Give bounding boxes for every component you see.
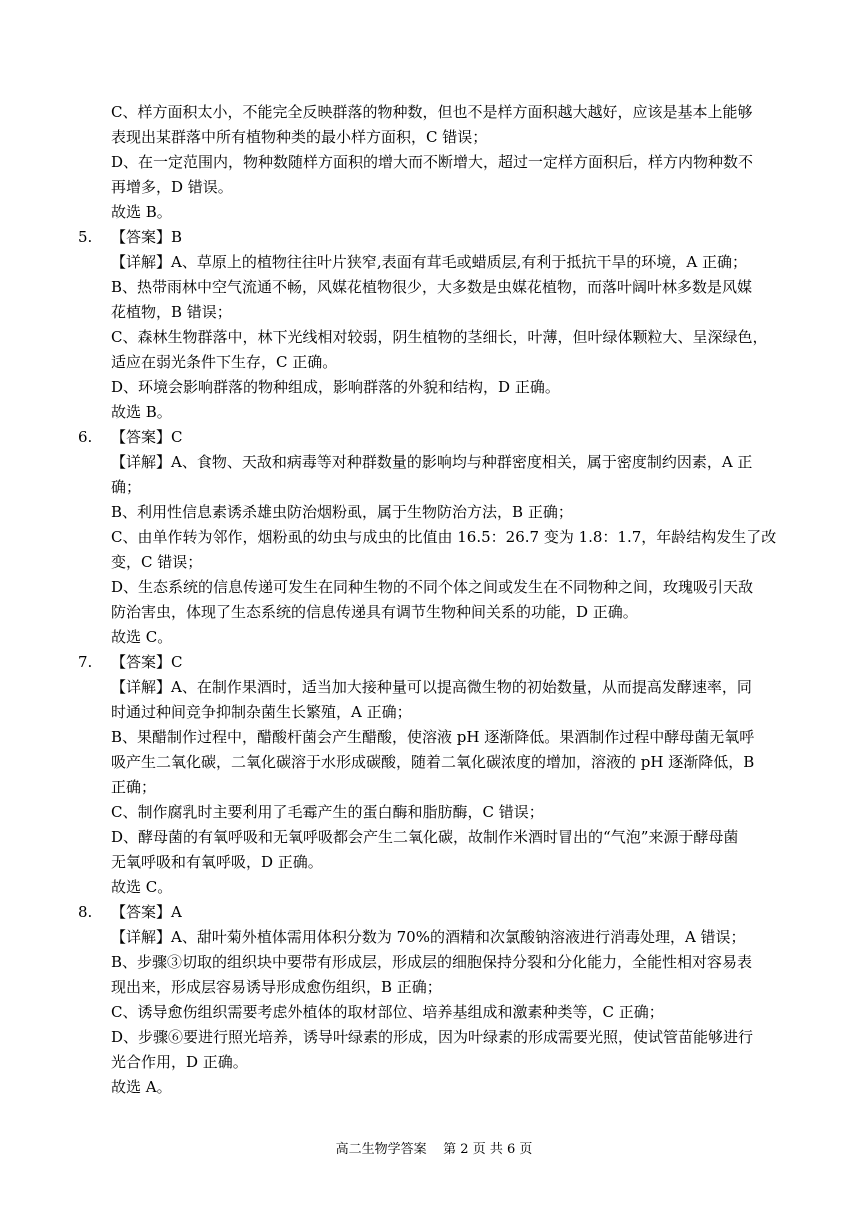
text-line [78,400,798,425]
text-line [78,675,798,700]
line-text: 现出来，形成层容易诱导形成愈伤组织，B 正确； [111,978,442,996]
line-text: 故选 B。 [111,403,172,421]
line-text: 光合作用，D 正确。 [111,1053,248,1071]
line-text: D、环境会影响群落的物种组成，影响群落的外貌和结构，D 正确。 [111,378,560,396]
line-text: 【详解】A、在制作果酒时，适当加大接种量可以提高微生物的初始数量，从而提高发酵速率，同 [111,678,752,696]
text-line [78,875,798,900]
line-text: 再增多，D 错误。 [111,178,233,196]
text-line [78,975,798,1000]
line-text: B、步骤③切取的组织块中要带有形成层，形成层的细胞保持分裂和分化能力，全能性相对容易表 [111,953,753,971]
line-text: D、生态系统的信息传递可发生在同种生物的不同个体之间或发生在不同物种之间，玫瑰吸引天敌 [111,578,754,596]
text-line [78,625,798,650]
line-text: B、利用性信息素诱杀雄虫防治烟粉虱，属于生物防治方法，B 正确； [111,503,573,521]
line-text: D、步骤⑥要进行照光培养，诱导叶绿素的形成，因为叶绿素的形成需要光照，使试管苗能够进行 [111,1028,754,1046]
text-line [78,600,798,625]
text-line [78,350,798,375]
question-number: 7. [78,653,93,671]
line-text: 【答案】C [111,653,183,671]
question-answer-heading [78,900,798,925]
line-text: 正确； [111,778,157,796]
text-line [78,175,798,200]
text-line [78,800,798,825]
text-line [78,725,798,750]
text-line [78,275,798,300]
text-line [78,850,798,875]
line-text: B、热带雨林中空气流通不畅，风媒花植物很少，大多数是虫媒花植物，而落叶阔叶林多数是风媒 [111,278,753,296]
question-number: 8. [78,903,93,921]
text-line [78,300,798,325]
answer-text-body [78,100,798,1100]
text-line [78,525,798,550]
text-line [78,1075,798,1100]
text-line [78,450,798,475]
line-text: 故选 A。 [111,1078,172,1096]
line-text: 确； [111,478,142,496]
line-text: C、由单作转为邻作，烟粉虱的幼虫与成虫的比值由 16.5：26.7 变为 1.8：1.7，年龄结构发生了改 [111,528,777,546]
text-line [78,1050,798,1075]
question-number: 6. [78,428,93,446]
text-line [78,750,798,775]
line-text: D、在一定范围内，物种数随样方面积的增大而不断增大，超过一定样方面积后，样方内物种数不 [111,153,754,171]
question-number: 5. [78,228,93,246]
line-text: D、酵母菌的有氧呼吸和无氧呼吸都会产生二氧化碳，故制作米酒时冒出的“气泡”来源于酵母菌 [111,828,739,846]
question-answer-heading [78,225,798,250]
text-line [78,200,798,225]
text-line [78,375,798,400]
line-text: 故选 C。 [111,878,173,896]
line-text: C、制作腐乳时主要利用了毛霉产生的蛋白酶和脂肪酶，C 错误； [111,803,544,821]
text-line [78,575,798,600]
text-line [78,125,798,150]
line-text: 变，C 错误； [111,553,203,571]
text-line [78,775,798,800]
footer-page-number: 第 2 页 共 6 页 [443,1142,533,1157]
line-text: C、样方面积太小，不能完全反映群落的物种数，但也不是样方面积越大越好，应该是基本上能够 [111,103,753,121]
line-text: B、果醋制作过程中，醋酸杆菌会产生醋酸，使溶液 pH 逐渐降低。果酒制作过程中酵母菌无氧呼 [111,728,755,746]
text-line [78,250,798,275]
line-text: 故选 B。 [111,203,172,221]
text-line [78,550,798,575]
line-text: 吸产生二氧化碳，二氧化碳溶于水形成碳酸，随着二氧化碳浓度的增加，溶液的 pH 逐渐降低，B [111,753,755,771]
line-text: 【答案】B [111,228,183,246]
question-answer-heading [78,425,798,450]
line-text: C、诱导愈伤组织需要考虑外植体的取材部位、培养基组成和激素种类等，C 正确； [111,1003,664,1021]
line-text: 花植物，B 错误； [111,303,232,321]
text-line [78,950,798,975]
text-line [78,1025,798,1050]
question-answer-heading [78,650,798,675]
line-text: 【详解】A、食物、天敌和病毒等对种群数量的影响均与种群密度相关，属于密度制约因素，A 正 [111,453,753,471]
text-line [78,100,798,125]
line-text: 时通过种间竞争抑制杂菌生长繁殖，A 正确； [111,703,412,721]
line-text: 【详解】A、草原上的植物往往叶片狭窄,表面有茸毛或蜡质层,有利于抵抗干旱的环境，A 正确； [111,253,747,271]
line-text: 【详解】A、甜叶菊外植体需用体积分数为 70%的酒精和次氯酸钠溶液进行消毒处理，A 错误； [111,928,746,946]
text-line [78,925,798,950]
text-line [78,325,798,350]
line-text: 【答案】A [111,903,182,921]
line-text: 防治害虫，体现了生态系统的信息传递具有调节生物种间关系的功能，D 正确。 [111,603,638,621]
line-text: 无氧呼吸和有氧呼吸，D 正确。 [111,853,323,871]
text-line [78,1000,798,1025]
line-text: 表现出某群落中所有植物种类的最小样方面积，C 错误； [111,128,488,146]
text-line [78,475,798,500]
line-text: 适应在弱光条件下生存，C 正确。 [111,353,338,371]
text-line [78,825,798,850]
page-footer [0,1142,868,1158]
line-text: C、森林生物群落中，林下光线相对较弱，阴生植物的茎细长，叶薄，但叶绿体颗粒大、呈深绿色， [111,328,768,346]
text-line [78,150,798,175]
text-line [78,700,798,725]
line-text: 故选 C。 [111,628,173,646]
text-line [78,500,798,525]
line-text: 【答案】C [111,428,183,446]
footer-document-title: 高二生物学答案 [335,1142,427,1157]
